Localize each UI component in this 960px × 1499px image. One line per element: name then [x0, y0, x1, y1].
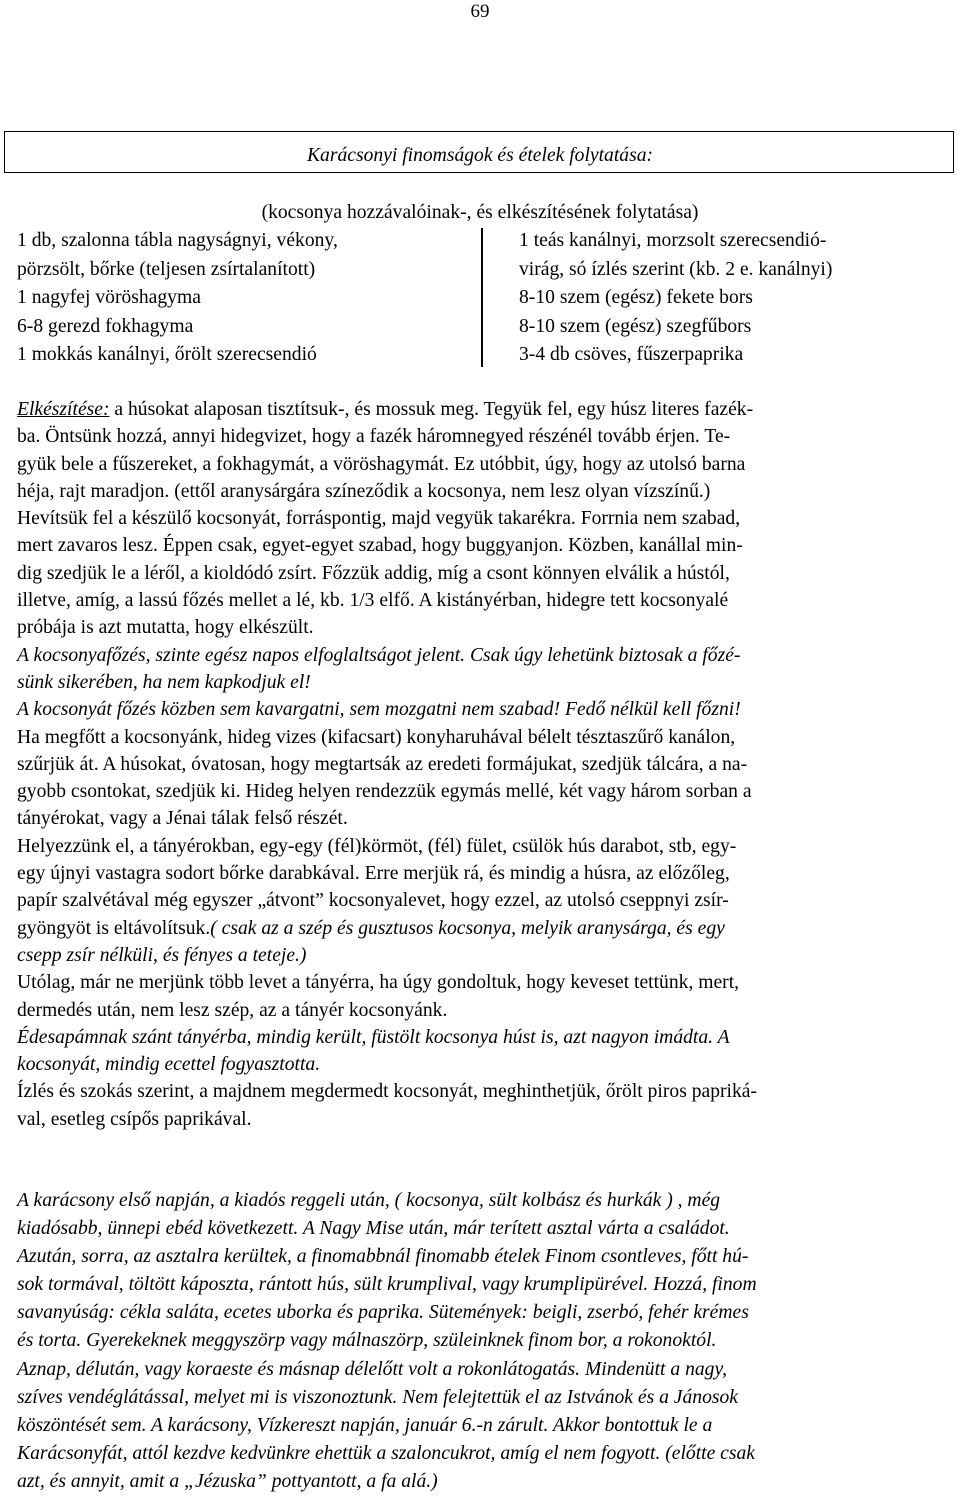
closing-line: A karácsony első napján, a kiadós reggeli után, ( kocsonya, sült kolbász és hurkák ) , még: [17, 1190, 721, 1211]
ingredient-item: 1 db, szalonna tábla nagyságnyi, vékony,: [17, 230, 338, 251]
ingredients-left-column: [17, 227, 338, 370]
method-note-line: Édesapámnak szánt tányérba, mindig került, füstölt kocsonya húst is, azt nagyon imádta. A: [17, 1026, 730, 1048]
closing-line: és torta. Gyerekeknek meggyszörp vagy málnaszörp, szüleinknek finom bor, a rokonoktól.: [17, 1330, 717, 1352]
closing-line: köszöntését sem. A karácsony, Vízkereszt napján, január 6.-n zárult. Akkor bontottuk le a: [17, 1414, 713, 1436]
subtitle: (kocsonya hozzávalóinak-, és elkészítésének folytatása): [261, 202, 699, 223]
closing-line: kiadósabb, ünnepi ebéd következett. A Nagy Mise után, már terített asztal várta a családot.: [17, 1218, 730, 1240]
method-line: illetve, amíg, a lassú főzés mellet a lé, kb. 1/3 elfő. A kistányérban, hidegre tett kocsonyalé: [17, 590, 729, 612]
method-line: szűrjük át. A húsokat, óvatosan, hogy megtartsák az eredeti formájukat, szedjük tálcára, a na-: [17, 753, 748, 775]
method-note-line: A kocsonyát főzés közben sem kavargatni, sem mozgatni nem szabad! Fedő nélkül kell főzni!: [17, 699, 741, 721]
ingredient-item: pörzsölt, bőrke (teljesen zsírtalanított): [17, 258, 316, 280]
ingredient-item: 6-8 gerezd fokhagyma: [17, 315, 194, 337]
method-line: gyobb csontokat, szedjük ki. Hideg helyen rendezzük egymás mellé, két vagy három sorban a: [17, 781, 752, 803]
column-divider: [481, 228, 483, 367]
closing-section: [17, 1187, 947, 1496]
method-note: ( csak az a szép és gusztusos kocsonya, melyik aranysárga, és egy: [210, 917, 725, 939]
method-line: papír szalvétával még egyszer „átvont” kocsonyalevet, hogy ezzel, az utolsó cseppnyi zsír-: [17, 890, 729, 912]
method-line: dig szedjük le a léről, a kioldódó zsírt. Főzzük addig, míg a csont könnyen elválik a hústól,: [17, 562, 730, 584]
method-text: a húsokat alaposan tisztítsuk-, és mossuk meg. Tegyük fel, egy húsz literes fazék-: [109, 399, 754, 420]
page-number: 69: [470, 1, 490, 22]
method-line: gyük bele a fűszereket, a fokhagymát, a vöröshagymát. Ez utóbbit, úgy, hogy az utolsó barna: [17, 453, 746, 475]
closing-line: sok tormával, töltött káposzta, rántott hús, sült krumplival, vagy krumplipürével. Hozzá, finom: [17, 1274, 757, 1296]
method-line: Hevítsük fel a készülő kocsonyát, forráspontig, majd vegyük takarékra. Forrnia nem szabad,: [17, 508, 741, 530]
method-line: [17, 396, 947, 423]
closing-line: savanyúság: cékla saláta, ecetes uborka és paprika. Sütemények: beigli, zserbó, fehér krémes: [17, 1302, 749, 1324]
ingredients-right-column: [519, 227, 832, 370]
ingredient-item: 1 nagyfej vöröshagyma: [17, 287, 201, 308]
method-line: tányérokat, vagy a Jénai tálak felső részét.: [17, 808, 348, 830]
closing-line: szíves vendéglátással, melyet mi is viszonoztunk. Nem felejtettük el az Istvánok és a Jánosok: [17, 1386, 738, 1408]
method-line: héja, rajt maradjon. (ettől aranysárgára színeződik a kocsonya, nem lesz olyan vízszínű.): [17, 480, 711, 502]
closing-line: Aznap, délután, vagy koraeste és másnap délelőtt volt a rokonlátogatás. Mindenütt a nagy,: [17, 1358, 727, 1380]
method-line: egy újnyi vastagra sodort bőrke darabkával. Erre merjük rá, és mindig a húsra, az előzőleg,: [17, 863, 730, 885]
method-line: Ha megfőtt a kocsonyánk, hideg vizes (kifacsart) konyharuhával bélelt tésztaszűrő kanálon,: [17, 726, 736, 748]
method-line: Utólag, már ne merjünk több levet a tányérra, ha úgy gondoltuk, hogy keveset tettünk, mert,: [17, 972, 740, 994]
method-note-line: kocsonyát, mindig ecettel fogyasztotta.: [17, 1054, 321, 1076]
method-section: [17, 396, 947, 1133]
method-note-line: A kocsonyafőzés, szinte egész napos elfoglaltságot jelent. Csak úgy lehetünk biztosak a főzé-: [17, 644, 741, 666]
closing-line: Karácsonyfát, attól kezdve kedvünkre ehettük a szaloncukrot, amíg el nem fogyott. (előtte csak: [17, 1442, 755, 1464]
method-label: Elkészítése:: [17, 399, 110, 420]
method-line: Ízlés és szokás szerint, a majdnem megdermedt kocsonyát, meghinthetjük, őrölt piros papriká-: [17, 1081, 757, 1103]
page-title: Karácsonyi finomságok és ételek folytatása:: [306, 145, 654, 166]
method-line: val, esetleg csípős paprikával.: [17, 1108, 252, 1130]
method-line: Helyezzünk el, a tányérokban, egy-egy (fél)körmöt, (fél) fület, csülök hús darabot, stb, egy-: [17, 835, 737, 857]
method-line: próbája is azt mutatta, hogy elkészült.: [17, 617, 314, 639]
ingredient-item: 8-10 szem (egész) fekete bors: [519, 287, 753, 308]
closing-line: azt, és annyit, amit a „Jézuska” pottyantott, a fa alá.): [17, 1470, 438, 1492]
ingredient-item: 8-10 szem (egész) szegfűbors: [519, 315, 752, 337]
method-line: [17, 915, 947, 942]
ingredient-item: 1 teás kanálnyi, morzsolt szerecsendió-: [519, 230, 827, 251]
method-line: mert zavaros lesz. Éppen csak, egyet-egyet szabad, hogy buggyanjon. Közben, kanállal min-: [17, 535, 743, 557]
ingredient-item: 1 mokkás kanálnyi, őrölt szerecsendió: [17, 344, 317, 365]
ingredient-item: virág, só ízlés szerint (kb. 2 e. kanálnyi): [519, 258, 833, 280]
closing-line: Azután, sorra, az asztalra kerültek, a finomabbnál finomabb ételek Finom csontleves, főtt hú-: [17, 1246, 749, 1268]
method-line: ba. Öntsünk hozzá, annyi hidegvizet, hogy a fazék háromnegyed részénél tovább érjen. Te-: [17, 426, 731, 448]
method-note-line: csepp zsír nélküli, és fényes a teteje.): [17, 944, 307, 966]
ingredient-item: 3-4 db csöves, fűszerpaprika: [519, 344, 744, 365]
method-line: dermedés után, nem lesz szép, az a tányér kocsonyánk.: [17, 999, 448, 1021]
method-note-line: sünk sikerében, ha nem kapkodjuk el!: [17, 671, 311, 693]
method-text: gyöngyöt is eltávolítsuk.: [17, 917, 211, 939]
